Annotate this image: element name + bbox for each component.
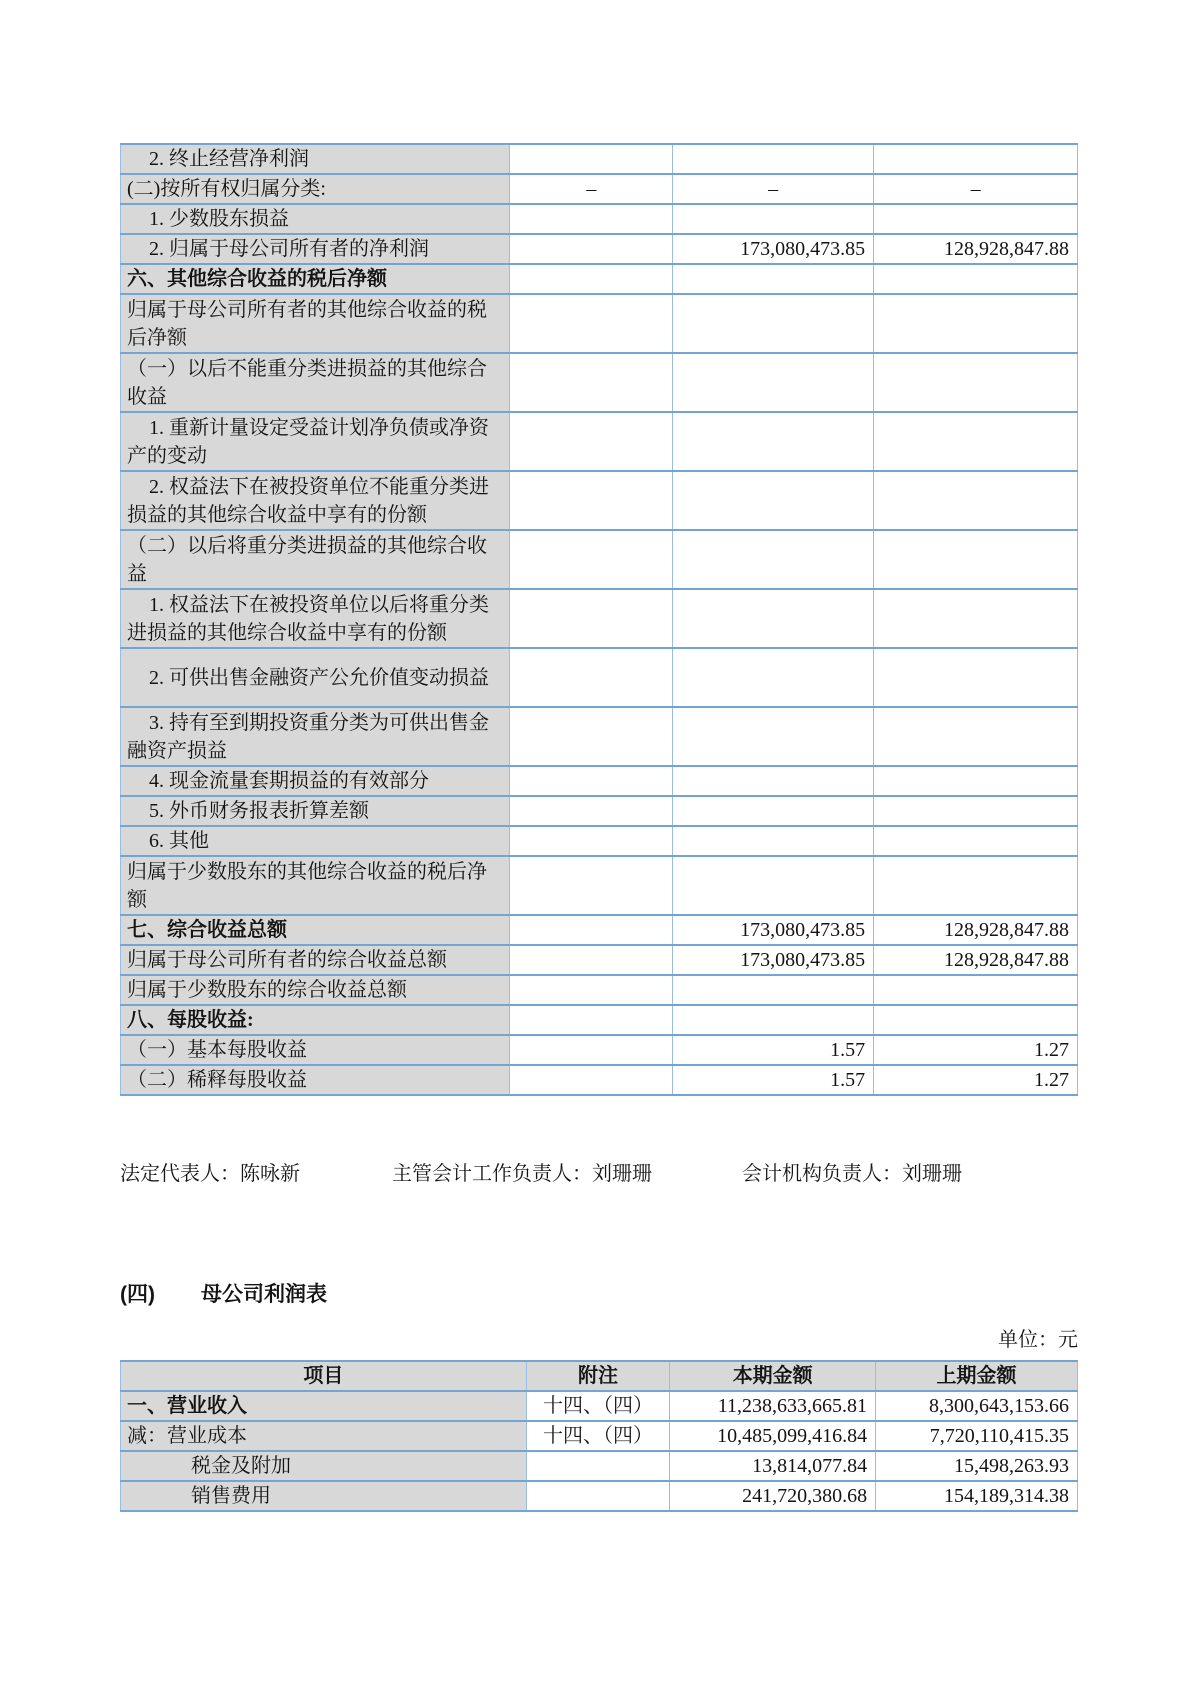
note-cell: [510, 707, 673, 766]
row-label: 税金及附加: [121, 1451, 527, 1481]
amount-current-cell: 1.57: [673, 1065, 874, 1095]
section-title: 母公司利润表: [201, 1283, 327, 1306]
note-cell: [510, 826, 673, 856]
amount-prior-cell: [874, 353, 1078, 412]
note-cell: [510, 264, 673, 294]
row-label: 归属于母公司所有者的其他综合收益的税后净额: [121, 294, 510, 353]
table-row: [121, 915, 1078, 945]
amount-current-cell: [673, 648, 874, 707]
row-label: 2. 归属于母公司所有者的净利润: [121, 234, 510, 264]
amount-prior-cell: [874, 264, 1078, 294]
legal-representative: 法定代表人：陈咏新: [120, 1163, 300, 1185]
note-cell: [510, 1005, 673, 1035]
amount-prior-cell: [874, 856, 1078, 915]
header-row: [121, 1361, 1078, 1391]
amount-current-cell: 173,080,473.85: [673, 234, 874, 264]
amount-prior-cell: 8,300,643,153.66: [876, 1391, 1078, 1421]
amount-current-cell: [673, 589, 874, 648]
amount-prior-cell: [874, 294, 1078, 353]
row-label: （一）以后不能重分类进损益的其他综合收益: [121, 353, 510, 412]
note-cell: [510, 856, 673, 915]
table-row: [121, 294, 1078, 353]
amount-current-cell: [673, 856, 874, 915]
table-row: [121, 826, 1078, 856]
amount-current-cell: –: [673, 174, 874, 204]
row-label: 6. 其他: [121, 826, 510, 856]
row-label: 5. 外币财务报表折算差额: [121, 796, 510, 826]
table-row: [121, 589, 1078, 648]
amount-current-cell: [673, 353, 874, 412]
comprehensive-income-table-body: [121, 144, 1078, 1095]
table-row: [121, 766, 1078, 796]
amount-prior-cell: –: [874, 174, 1078, 204]
amount-current-cell: 11,238,633,665.81: [670, 1391, 876, 1421]
note-cell: [526, 1451, 670, 1481]
amount-current-cell: [673, 294, 874, 353]
note-cell: [510, 412, 673, 471]
amount-prior-cell: [874, 589, 1078, 648]
row-label: （二）稀释每股收益: [121, 1065, 510, 1095]
table-row: [121, 471, 1078, 530]
row-label: 4. 现金流量套期损益的有效部分: [121, 766, 510, 796]
amount-prior-cell: [874, 412, 1078, 471]
row-label: 归属于母公司所有者的综合收益总额: [121, 945, 510, 975]
amount-prior-cell: 15,498,263.93: [876, 1451, 1078, 1481]
amount-prior-cell: [874, 204, 1078, 234]
note-cell: [510, 975, 673, 1005]
table-row: [121, 1451, 1078, 1481]
amount-prior-cell: [874, 648, 1078, 707]
amount-current-cell: 13,814,077.84: [670, 1451, 876, 1481]
note-cell: [526, 1481, 670, 1511]
note-cell: –: [510, 174, 673, 204]
amount-prior-cell: 128,928,847.88: [874, 915, 1078, 945]
note-cell: [510, 234, 673, 264]
note-cell: [510, 204, 673, 234]
parent-income-table: [120, 1360, 1078, 1512]
table-row: [121, 1421, 1078, 1451]
note-cell: 十四、（四）: [526, 1421, 670, 1451]
amount-current-cell: [673, 766, 874, 796]
row-label: （二）以后将重分类进损益的其他综合收益: [121, 530, 510, 589]
amount-current-cell: 10,485,099,416.84: [670, 1421, 876, 1451]
amount-current-cell: [673, 530, 874, 589]
amount-prior-cell: 7,720,110,415.35: [876, 1421, 1078, 1451]
amount-current-cell: [673, 826, 874, 856]
note-cell: [510, 945, 673, 975]
row-label: 归属于少数股东的其他综合收益的税后净额: [121, 856, 510, 915]
document-page: [120, 143, 1078, 1512]
column-header: 本期金额: [670, 1361, 876, 1391]
note-cell: [510, 766, 673, 796]
amount-prior-cell: [874, 144, 1078, 174]
table-row: [121, 144, 1078, 174]
note-cell: [510, 915, 673, 945]
amount-prior-cell: [874, 975, 1078, 1005]
amount-current-cell: 241,720,380.68: [670, 1481, 876, 1511]
amount-current-cell: 1.57: [673, 1035, 874, 1065]
amount-current-cell: 173,080,473.85: [673, 915, 874, 945]
table-row: [121, 975, 1078, 1005]
amount-current-cell: [673, 707, 874, 766]
amount-current-cell: [673, 975, 874, 1005]
note-cell: [510, 1065, 673, 1095]
table-row: [121, 1065, 1078, 1095]
row-label: 一、营业收入: [121, 1391, 527, 1421]
amount-prior-cell: 1.27: [874, 1065, 1078, 1095]
table-row: [121, 648, 1078, 707]
table-row: [121, 707, 1078, 766]
amount-current-cell: [673, 412, 874, 471]
table-row: [121, 945, 1078, 975]
row-label: （一）基本每股收益: [121, 1035, 510, 1065]
amount-current-cell: 173,080,473.85: [673, 945, 874, 975]
note-cell: [510, 648, 673, 707]
unit-label: 单位：元: [998, 1329, 1078, 1351]
row-label: 2. 可供出售金融资产公允价值变动损益: [121, 648, 510, 707]
row-label: 1. 权益法下在被投资单位以后将重分类进损益的其他综合收益中享有的份额: [121, 589, 510, 648]
amount-prior-cell: 128,928,847.88: [874, 945, 1078, 975]
table-row: [121, 204, 1078, 234]
chief-accounting-officer: 主管会计工作负责人：刘珊珊: [392, 1163, 652, 1185]
amount-prior-cell: [874, 707, 1078, 766]
row-label: 2. 权益法下在被投资单位不能重分类进损益的其他综合收益中享有的份额: [121, 471, 510, 530]
row-label: 归属于少数股东的综合收益总额: [121, 975, 510, 1005]
table-row: [121, 1035, 1078, 1065]
row-label: 销售费用: [121, 1481, 527, 1511]
accounting-department-head: 会计机构负责人：刘珊珊: [742, 1163, 962, 1185]
amount-current-cell: [673, 471, 874, 530]
amount-prior-cell: 1.27: [874, 1035, 1078, 1065]
table-row: [121, 856, 1078, 915]
column-header: 附注: [526, 1361, 670, 1391]
row-label: (二)按所有权归属分类:: [121, 174, 510, 204]
amount-current-cell: [673, 264, 874, 294]
note-cell: [510, 471, 673, 530]
parent-income-table-body: [121, 1391, 1078, 1511]
row-label: 2. 终止经营净利润: [121, 144, 510, 174]
column-header: 上期金额: [876, 1361, 1078, 1391]
amount-current-cell: [673, 796, 874, 826]
comprehensive-income-table: [120, 143, 1078, 1096]
table-row: [121, 353, 1078, 412]
amount-current-cell: [673, 144, 874, 174]
note-cell: [510, 353, 673, 412]
amount-current-cell: [673, 1005, 874, 1035]
table-row: [121, 1005, 1078, 1035]
amount-prior-cell: 154,189,314.38: [876, 1481, 1078, 1511]
section-number: (四): [120, 1283, 155, 1306]
table-row: [121, 1481, 1078, 1511]
amount-prior-cell: [874, 826, 1078, 856]
signature-line: [120, 1160, 1078, 1188]
note-cell: [510, 294, 673, 353]
amount-prior-cell: 128,928,847.88: [874, 234, 1078, 264]
row-label: 1. 重新计量设定受益计划净负债或净资产的变动: [121, 412, 510, 471]
row-label: 六、其他综合收益的税后净额: [121, 264, 510, 294]
note-cell: [510, 1035, 673, 1065]
row-label: 八、每股收益:: [121, 1005, 510, 1035]
row-label: 1. 少数股东损益: [121, 204, 510, 234]
table-row: [121, 1391, 1078, 1421]
amount-prior-cell: [874, 796, 1078, 826]
row-label: 减：营业成本: [121, 1421, 527, 1451]
amount-prior-cell: [874, 530, 1078, 589]
amount-prior-cell: [874, 471, 1078, 530]
note-cell: 十四、（四）: [526, 1391, 670, 1421]
table-row: [121, 174, 1078, 204]
table-row: [121, 530, 1078, 589]
note-cell: [510, 530, 673, 589]
amount-prior-cell: [874, 1005, 1078, 1035]
section-heading: [120, 1280, 1078, 1310]
note-cell: [510, 144, 673, 174]
note-cell: [510, 589, 673, 648]
table-row: [121, 234, 1078, 264]
amount-current-cell: [673, 204, 874, 234]
table-row: [121, 796, 1078, 826]
table-row: [121, 264, 1078, 294]
row-label: 七、综合收益总额: [121, 915, 510, 945]
note-cell: [510, 796, 673, 826]
row-label: 3. 持有至到期投资重分类为可供出售金融资产损益: [121, 707, 510, 766]
column-header: 项目: [121, 1361, 527, 1391]
amount-prior-cell: [874, 766, 1078, 796]
table-row: [121, 412, 1078, 471]
